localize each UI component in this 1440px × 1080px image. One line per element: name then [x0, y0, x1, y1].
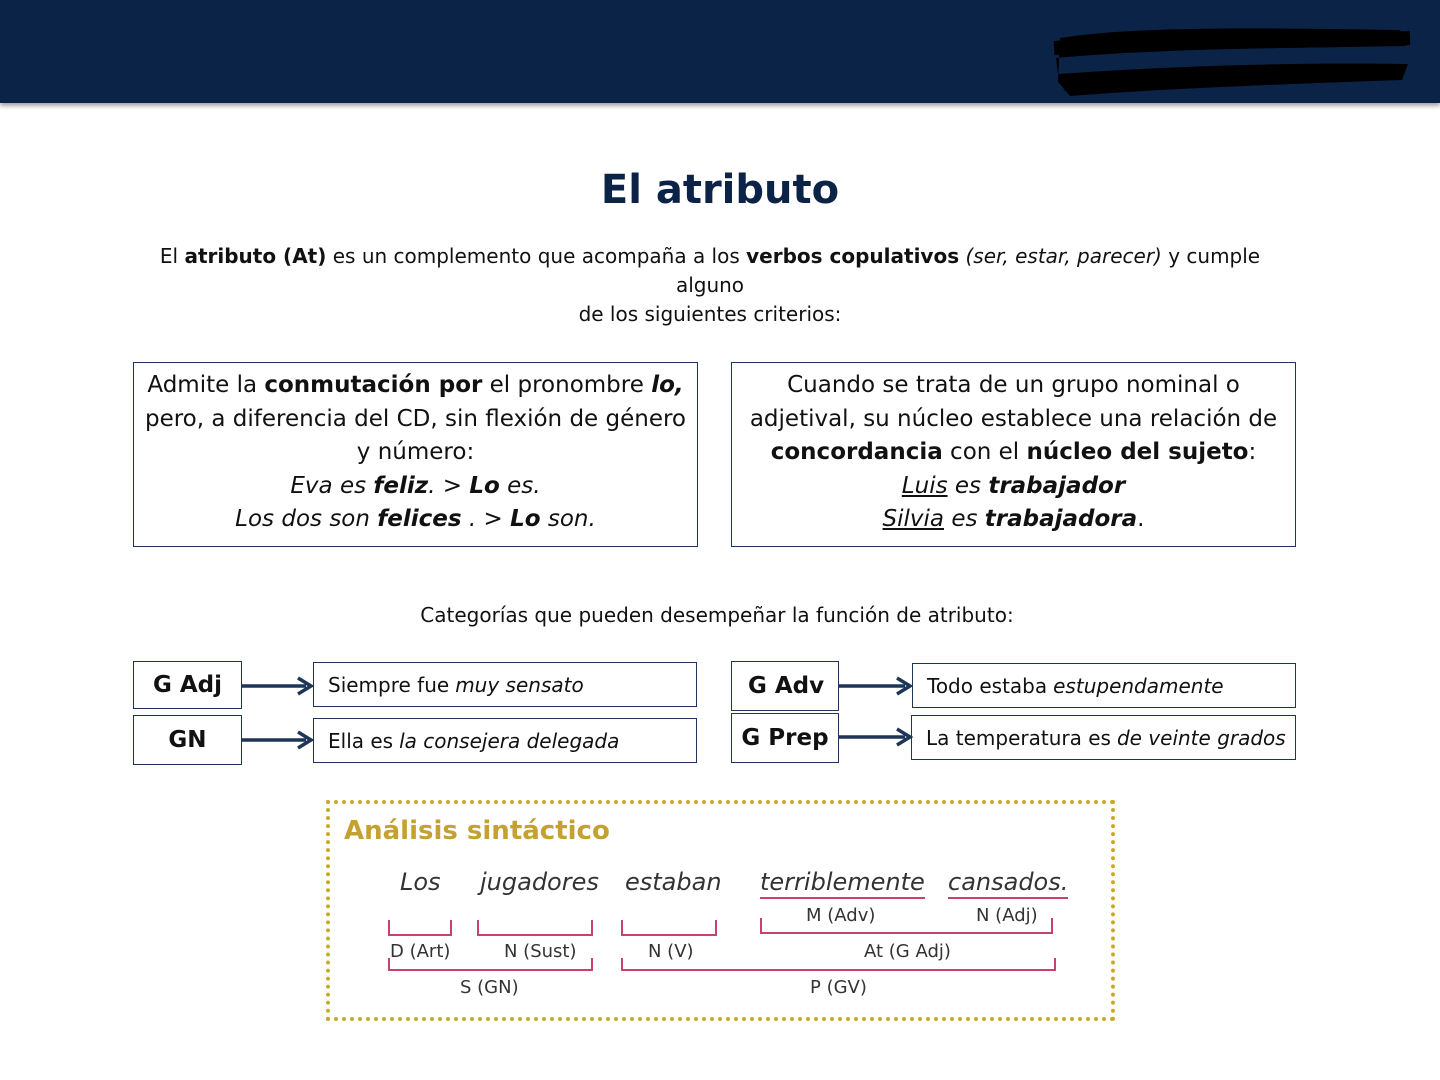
- arrow-right-icon: [839, 726, 915, 748]
- analysis-label: D (Art): [390, 941, 451, 962]
- intro-text: y cumple alguno: [675, 244, 1261, 297]
- italic-text: estupendamente: [1053, 673, 1224, 698]
- example-line: [732, 470, 1295, 504]
- text: . >: [428, 472, 470, 499]
- bold-italic-text: lo,: [651, 372, 684, 398]
- intro-italic: (ser, estar, parecer): [965, 244, 1162, 268]
- analysis-label: At (G Adj): [864, 941, 951, 962]
- bold-italic-text: feliz: [373, 472, 429, 499]
- intro-bold-term: atributo (At): [184, 244, 327, 268]
- page-title: El atributo: [600, 167, 840, 213]
- bold-text: núcleo del sujeto: [1026, 439, 1249, 465]
- analysis-label: M (Adv): [806, 905, 876, 926]
- italic-text: la consejera delegada: [399, 728, 620, 753]
- text: Ella es: [328, 728, 394, 753]
- italic-text: muy sensato: [455, 672, 584, 697]
- category-label-gadj: G Adj: [133, 661, 242, 709]
- analysis-label: S (GN): [460, 977, 519, 998]
- criterion-line: adjetival, su núcleo establece una relación de: [749, 405, 1278, 432]
- text: es: [947, 472, 989, 499]
- text: .: [1137, 506, 1145, 532]
- intro-bold-term: verbos copulativos: [746, 244, 960, 268]
- text: el pronombre: [482, 372, 652, 398]
- intro-text: El: [159, 244, 185, 268]
- analysis-label: N (V): [648, 941, 694, 962]
- bold-italic-text: felices: [377, 506, 462, 532]
- bold-italic-text: trabajadora: [984, 506, 1138, 532]
- analysis-label: N (Sust): [504, 941, 577, 962]
- text: Todo estaba: [927, 673, 1048, 698]
- criterion-line: pero, a diferencia del CD, sin flexión de género: [144, 405, 687, 432]
- intro-text-line2: de los siguientes criterios:: [578, 302, 842, 326]
- criterion-line: [732, 436, 1295, 470]
- category-label-gadv: G Adv: [731, 661, 839, 711]
- category-label-gprep: G Prep: [731, 713, 839, 763]
- example-line: [134, 503, 697, 537]
- analysis-word-underlined: terriblemente: [760, 867, 925, 899]
- bold-italic-text: Lo: [510, 506, 541, 532]
- categories-title: Categorías que pueden desempeñar la función de atributo:: [420, 603, 1014, 627]
- analysis-word-underlined: cansados.: [948, 867, 1068, 899]
- header-bar: [0, 0, 1440, 103]
- criterion-box-conmutacion: [133, 362, 698, 547]
- text: con el: [942, 439, 1027, 465]
- example-line: [732, 503, 1295, 537]
- analysis-word: Los: [400, 868, 441, 896]
- category-example-gprep: [911, 715, 1296, 760]
- category-example-gadj: [313, 662, 697, 707]
- text: es: [944, 506, 985, 532]
- bold-italic-text: Lo: [469, 472, 500, 499]
- analysis-label: N (Adj): [976, 905, 1038, 926]
- text: Eva es: [290, 472, 374, 499]
- underlined-subject: Silvia: [882, 506, 945, 532]
- category-label-gn: GN: [133, 715, 242, 765]
- analysis-word: estaban: [625, 868, 722, 896]
- category-example-gn: [313, 718, 697, 763]
- arrow-right-icon: [242, 675, 316, 697]
- analysis-word: jugadores: [480, 868, 599, 896]
- example-line: [134, 470, 697, 504]
- redacted-scribble: [1050, 18, 1412, 100]
- criterion-line: [134, 369, 697, 403]
- text: son.: [540, 506, 596, 532]
- bold-italic-text: trabajador: [988, 472, 1126, 499]
- text: Los dos son: [235, 506, 378, 532]
- criterion-line: Cuando se trata de un grupo nominal o: [787, 372, 1240, 398]
- text: Siempre fue: [328, 672, 450, 697]
- criterion-box-concordancia: [731, 362, 1296, 547]
- analysis-title: Análisis sintáctico: [344, 816, 610, 846]
- arrow-right-icon: [839, 675, 915, 697]
- arrow-right-icon: [242, 729, 316, 751]
- bold-text: concordancia: [770, 439, 943, 465]
- category-example-gadv: [912, 663, 1296, 708]
- text: es.: [499, 472, 541, 499]
- underlined-subject: Luis: [901, 472, 948, 499]
- italic-text: de veinte grados: [1116, 725, 1286, 750]
- criterion-line: y número:: [356, 439, 475, 465]
- bold-text: conmutación por: [264, 372, 483, 398]
- analysis-label: P (GV): [810, 977, 867, 998]
- syntactic-analysis-box: [326, 800, 1115, 1021]
- text: :: [1248, 439, 1257, 465]
- text: La temperatura es: [926, 725, 1111, 750]
- text: . >: [461, 506, 511, 532]
- intro-paragraph: [150, 242, 1270, 329]
- intro-text: es un complemento que acompaña a los: [326, 244, 747, 268]
- text: Admite la: [147, 372, 265, 398]
